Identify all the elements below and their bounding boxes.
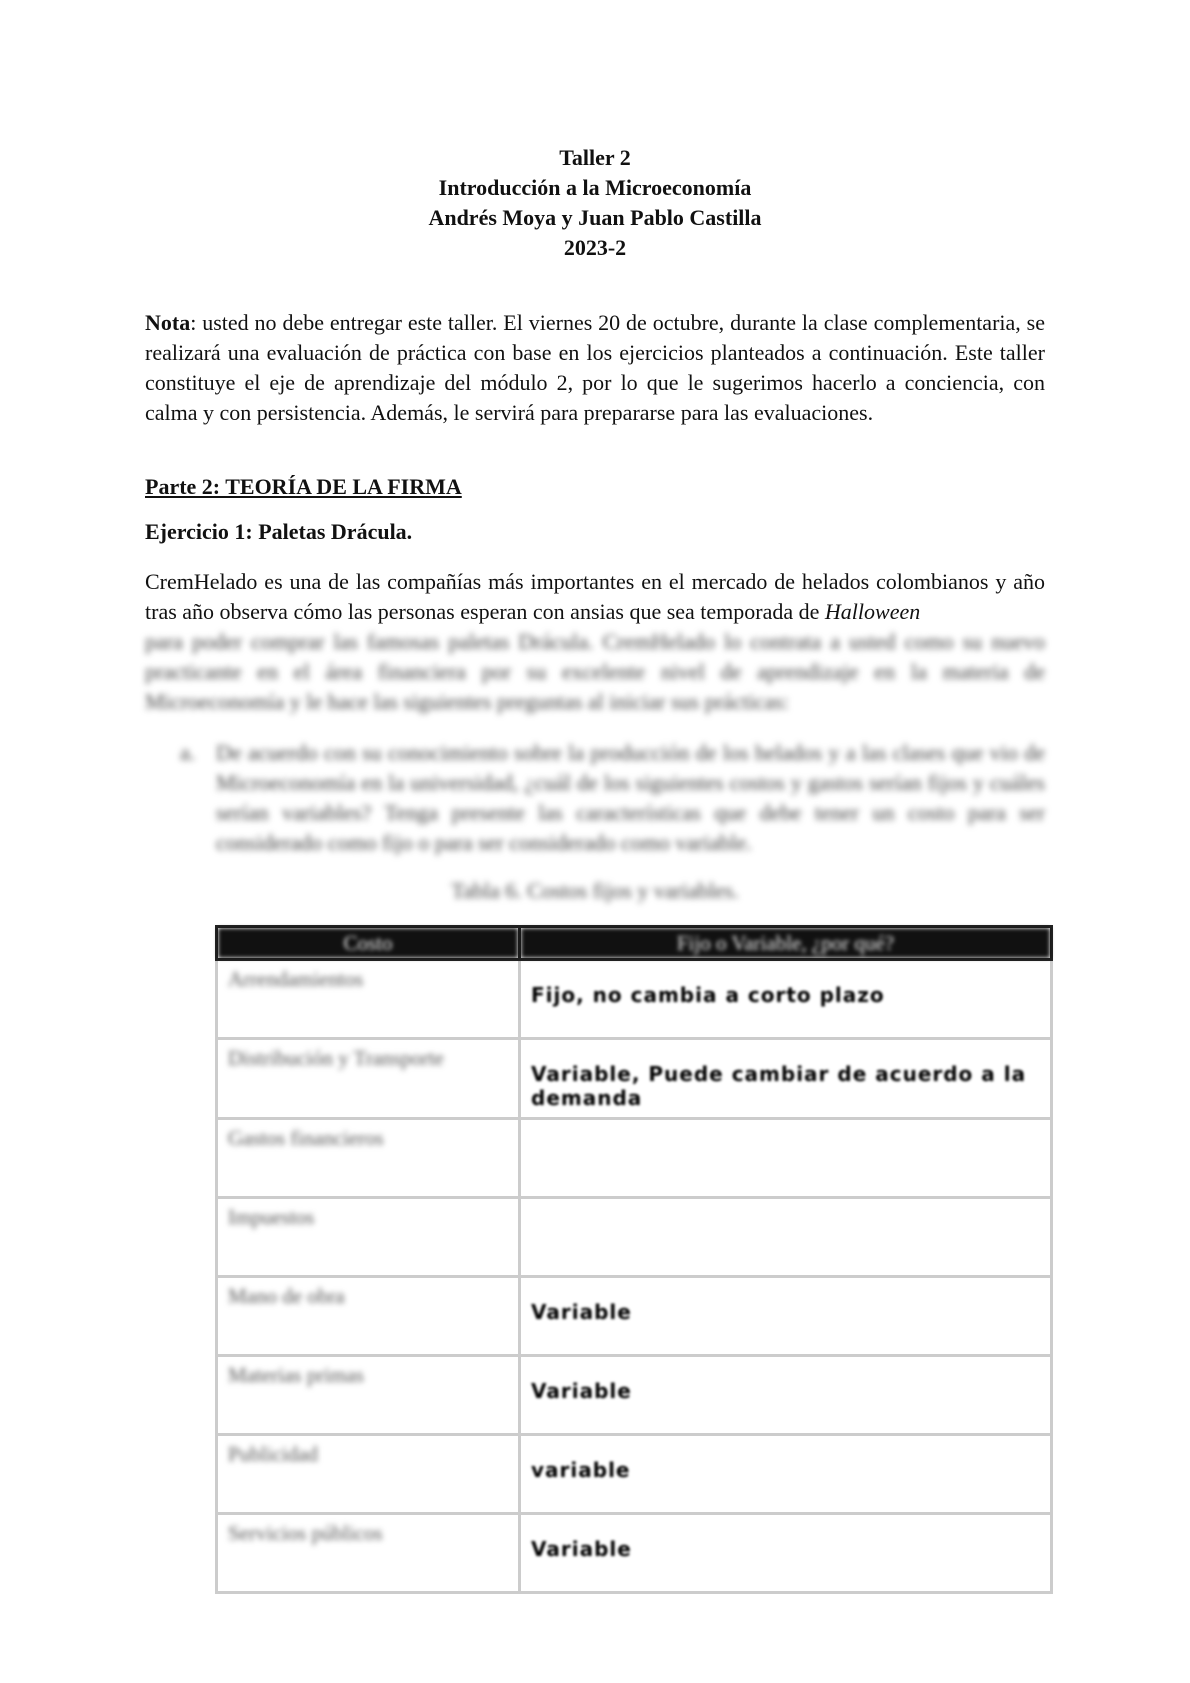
intro-paragraph	[145, 567, 1045, 627]
table-row	[217, 1198, 1052, 1277]
cost-cell: Gastos financieros	[217, 1119, 520, 1198]
intro-blurred-text: para poder comprar las famosas paletas Drácula. CremHelado lo contrata a usted como su nuevo practicante en el área financiera por su excelente nivel de aprendizaje en la materia de Microeconomía y le hace las siguientes preguntas al iniciar sus prácticas:	[145, 629, 1045, 714]
cost-cell: Publicidad	[217, 1435, 520, 1514]
answer-cell	[520, 1039, 1052, 1119]
table-row	[217, 1119, 1052, 1198]
answer-cell	[520, 1514, 1052, 1593]
answer-cell	[520, 1356, 1052, 1435]
handwritten-answer: Variable	[531, 1300, 632, 1324]
table-row	[217, 1277, 1052, 1356]
answer-cell	[520, 960, 1052, 1039]
note-text: : usted no debe entregar este taller. El viernes 20 de octubre, durante la clase complementaria, se realizará una evaluación de práctica con base en los ejercicios planteados a continuación. Este taller constituye el eje de aprendizaje del módulo 2, por lo que le sugerimos hacerlo a conciencia, con calma y con persistencia. Además, le servirá para prepararse para las evaluaciones.	[145, 310, 1045, 425]
document-header	[0, 143, 1190, 263]
handwritten-answer: Variable, Puede cambiar de acuerdo a la demanda	[531, 1062, 1027, 1110]
intro-text: CremHelado es una de las compañías más importantes en el mercado de helados colombianos y año tras año observa cómo las personas esperan con ansias que sea temporada de	[145, 569, 1045, 624]
handwritten-answer: variable	[531, 1458, 631, 1482]
cost-cell: Materias primas	[217, 1356, 520, 1435]
answer-cell	[520, 1435, 1052, 1514]
header-term: 2023-2	[563, 235, 627, 260]
question-a	[180, 738, 1045, 858]
cost-cell: Arrendamientos	[217, 960, 520, 1039]
cost-cell: Impuestos	[217, 1198, 520, 1277]
cost-cell: Distribución y Transporte	[217, 1039, 520, 1119]
table-row	[217, 1435, 1052, 1514]
note-label: Nota	[145, 310, 191, 335]
table-header-row	[217, 927, 1052, 960]
exercise-title: Ejercicio 1: Paletas Drácula.	[145, 519, 413, 544]
handwritten-answer: Fijo, no cambia a corto plazo	[531, 983, 885, 1007]
answer-cell	[520, 1119, 1052, 1198]
table-row	[217, 1039, 1052, 1119]
handwritten-answer: Variable	[531, 1537, 632, 1561]
header-classification: Fijo o Variable, ¿por qué?	[520, 927, 1052, 960]
question-letter: a.	[180, 740, 196, 765]
section-title: Parte 2: TEORÍA DE LA FIRMA	[145, 474, 462, 499]
header-cost: Costo	[217, 927, 520, 960]
table-row	[217, 1514, 1052, 1593]
cost-cell: Servicios públicos	[217, 1514, 520, 1593]
answer-cell	[520, 1198, 1052, 1277]
intro-italic: Halloween	[824, 599, 921, 624]
handwritten-answer: Variable	[531, 1379, 632, 1403]
note-paragraph	[145, 308, 1045, 428]
table-caption: Tabla 6. Costos fijos y variables.	[451, 878, 739, 903]
table-row	[217, 1356, 1052, 1435]
header-course: Introducción a la Microeconomía	[438, 175, 752, 200]
answer-cell	[520, 1277, 1052, 1356]
question-text: De acuerdo con su conocimiento sobre la producción de los helados y a las clases que vio de Microeconomía en la universidad, ¿cuál de los siguientes costos y gastos serían fijos y cuáles serían variables? Tenga presente las características que debe tener un costo para ser considerado como fijo o para ser considerado como variable.	[216, 740, 1045, 855]
costs-table	[215, 925, 1053, 1594]
header-authors: Andrés Moya y Juan Pablo Castilla	[428, 205, 762, 230]
header-title: Taller 2	[559, 145, 631, 170]
table-row	[217, 960, 1052, 1039]
cost-cell: Mano de obra	[217, 1277, 520, 1356]
